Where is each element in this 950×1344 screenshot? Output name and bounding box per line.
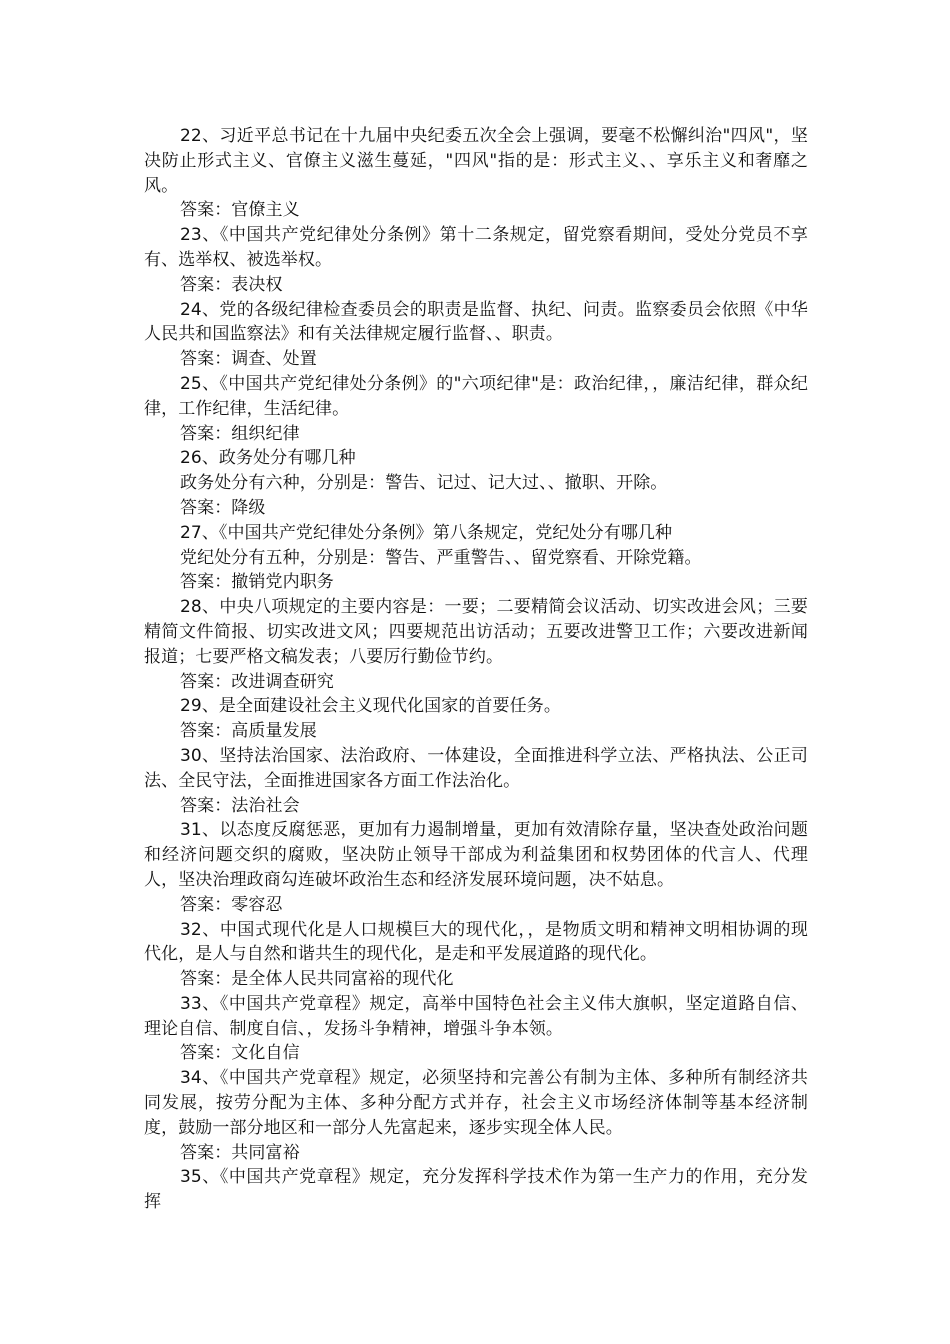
question-35: 35、《中国共产党章程》规定，充分发挥科学技术作为第一生产力的作用，充分发挥	[144, 1167, 808, 1213]
question-22: 22、习近平总书记在十九届中央纪委五次全会上强调，要毫不松懈纠治"四风"，坚决防止形式主义、官僚主义滋生蔓延，"四风"指的是：形式主义、、享乐主义和奢靡之风。	[144, 126, 808, 196]
question-30: 30、坚持法治国家、法治政府、一体建设，全面推进科学立法、严格执法、公正司法、全民守法，全面推进国家各方面工作法治化。	[144, 745, 808, 791]
question-28: 28、中央八项规定的主要内容是：一要；二要精简会议活动、切实改进会风；三要精简文件简报、切实改进文风；四要规范出访活动；五要改进警卫工作；六要改进新闻报道；七要严格文稿发表；八要厉行勤俭节约。	[144, 597, 808, 667]
question-29: 29、是全面建设社会主义现代化国家的首要任务。	[180, 696, 561, 717]
answer-34: 答案：共同富裕	[180, 1142, 300, 1163]
document-body	[144, 124, 808, 1215]
answer-30: 答案：法治社会	[180, 795, 300, 816]
question-27-detail: 党纪处分有五种，分别是：警告、严重警告、、留党察看、开除党籍。	[180, 547, 702, 568]
answer-28: 答案：改进调查研究	[180, 671, 334, 692]
answer-31: 答案：零容忍	[180, 894, 283, 915]
answer-27: 答案：撤销党内职务	[180, 572, 334, 593]
answer-26: 答案：降级	[180, 497, 266, 518]
answer-23: 答案：表决权	[180, 274, 283, 295]
question-27: 27、《中国共产党纪律处分条例》第八条规定，党纪处分有哪几种	[180, 522, 673, 543]
question-26: 26、政务处分有哪几种	[180, 448, 356, 469]
question-34: 34、《中国共产党章程》规定，必须坚持和完善公有制为主体、多种所有制经济共同发展，按劳分配为主体、多种分配方式并存，社会主义市场经济体制等基本经济制度，鼓励一部分地区和一部分人先富起来，逐步实现全体人民。	[144, 1068, 808, 1138]
answer-24: 答案：调查、处置	[180, 349, 317, 370]
question-23: 23、《中国共产党纪律处分条例》第十二条规定，留党察看期间，受处分党员不享有、选举权、被选举权。	[144, 225, 808, 270]
question-32: 32、中国式现代化是人口规模巨大的现代化，，是物质文明和精神文明相协调的现代化，是人与自然和谐共生的现代化，是走和平发展道路的现代化。	[144, 919, 808, 965]
answer-29: 答案：高质量发展	[180, 721, 317, 742]
answer-33: 答案：文化自信	[180, 1043, 300, 1064]
answer-25: 答案：组织纪律	[180, 423, 300, 444]
question-31: 31、以态度反腐惩恶，更加有力遏制增量，更加有效清除存量，坚决查处政治问题和经济问题交织的腐败，坚决防止领导干部成为利益集团和权势团体的代言人、代理人，坚决治理政商勾连破坏政治生态和经济发展环境问题，决不姑息。	[144, 820, 808, 890]
question-24: 24、党的各级纪律检查委员会的职责是监督、执纪、问责。监察委员会依照《中华人民共和国监察法》和有关法律规定履行监督、、职责。	[144, 299, 808, 345]
question-25: 25、《中国共产党纪律处分条例》的"六项纪律"是：政治纪律，，廉洁纪律，群众纪律，工作纪律，生活纪律。	[144, 373, 808, 419]
answer-22: 答案：官僚主义	[180, 200, 300, 221]
question-26-detail: 政务处分有六种，分别是：警告、记过、记大过、、撤职、开除。	[180, 473, 668, 494]
question-33: 33、《中国共产党章程》规定，高举中国特色社会主义伟大旗帜，坚定道路自信、理论自信、制度自信、，发扬斗争精神，增强斗争本领。	[144, 993, 808, 1039]
answer-32: 答案：是全体人民共同富裕的现代化	[180, 969, 454, 990]
